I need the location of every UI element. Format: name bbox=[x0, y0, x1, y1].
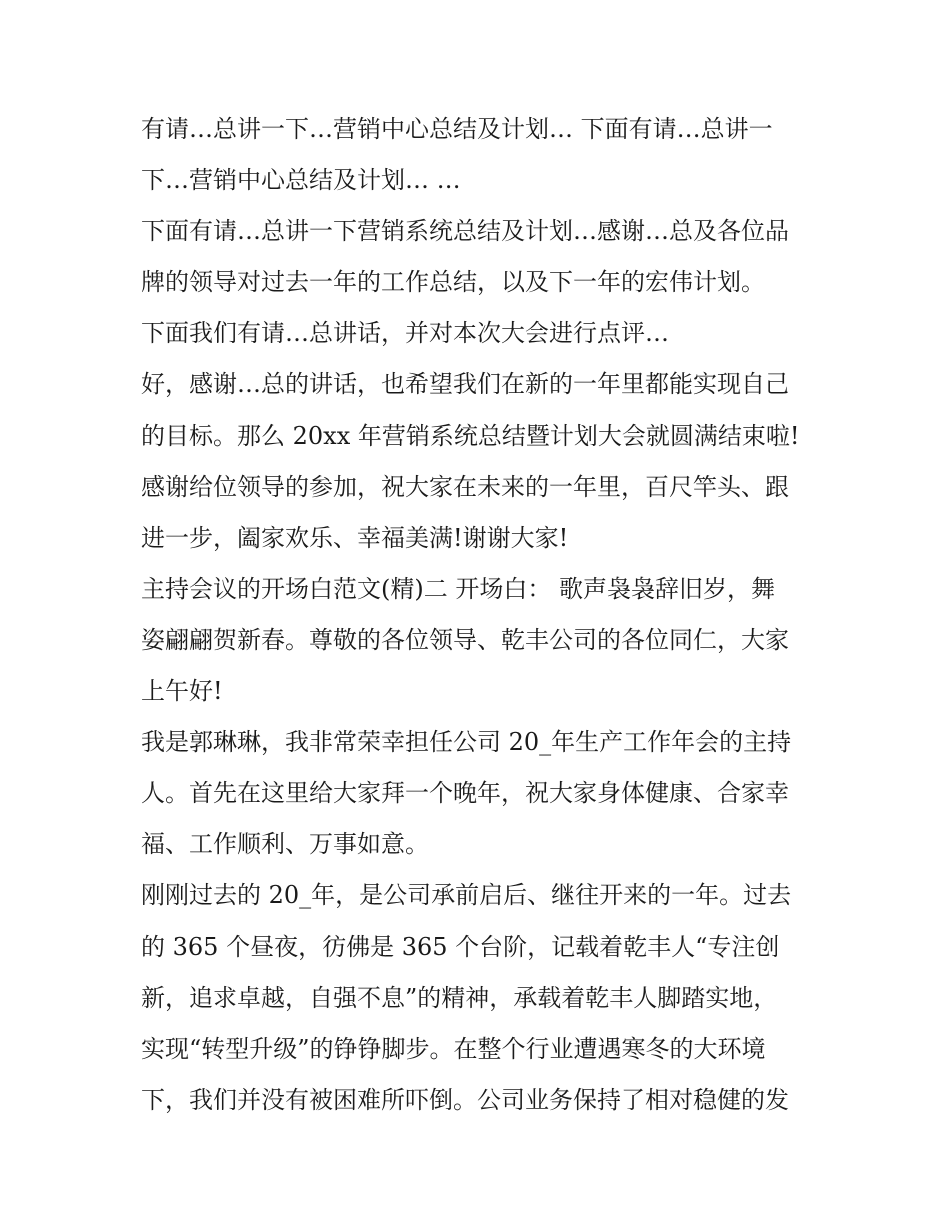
text-line: 感谢给位领导的参加，祝大家在未来的一年里，百尺竿头、跟 bbox=[141, 472, 789, 501]
text-line: 好，感谢…总的讲话，也希望我们在新的一年里都能实现自己 bbox=[141, 370, 789, 399]
text-line: 有请…总讲一下…营销中心总结及计划… 下面有请…总讲一 bbox=[141, 115, 773, 143]
text-line: 牌的领导对过去一年的工作总结，以及下一年的宏伟计划。 bbox=[141, 268, 765, 297]
text-line: 的目标。那么 20xx 年营销系统总结暨计划大会就圆满结束啦! bbox=[141, 421, 800, 450]
text-line: 上午好! bbox=[141, 677, 223, 706]
text-line: 主持会议的开场白范文(精)二 开场白： 歌声袅袅辞旧岁，舞 bbox=[141, 574, 775, 603]
text-line: 的 365 个昼夜，彷佛是 365 个台阶，记载着乾丰人“专注创 bbox=[141, 932, 780, 961]
text-line: 我是郭琳琳，我非常荣幸担任公司 20_年生产工作年会的主持 bbox=[141, 728, 792, 757]
text-line: 新，追求卓越，自强不息”的精神，承载着乾丰人脚踏实地， bbox=[141, 983, 778, 1012]
text-line: 下面有请…总讲一下营销系统总结及计划…感谢…总及各位品 bbox=[141, 217, 789, 246]
text-line: 进一步，阖家欢乐、幸福美满!谢谢大家! bbox=[141, 523, 569, 552]
document-body bbox=[141, 104, 821, 1126]
text-line: 姿翩翩贺新春。尊敬的各位领导、乾丰公司的各位同仁，大家 bbox=[141, 625, 789, 654]
text-line: 福、工作顺利、万事如意。 bbox=[141, 830, 429, 859]
text-line: 下，我们并没有被困难所吓倒。公司业务保持了相对稳健的发 bbox=[141, 1085, 789, 1114]
text-line: 实现“转型升级”的铮铮脚步。在整个行业遭遇寒冬的大环境 bbox=[141, 1034, 766, 1063]
text-line: 下…营销中心总结及计划… … bbox=[141, 166, 461, 195]
text-line: 下面我们有请…总讲话，并对本次大会进行点评… bbox=[141, 319, 669, 348]
text-line: 人。首先在这里给大家拜一个晚年，祝大家身体健康、合家幸 bbox=[141, 779, 789, 808]
text-line: 刚刚过去的 20_年，是公司承前启后、继往开来的一年。过去 bbox=[141, 881, 792, 910]
